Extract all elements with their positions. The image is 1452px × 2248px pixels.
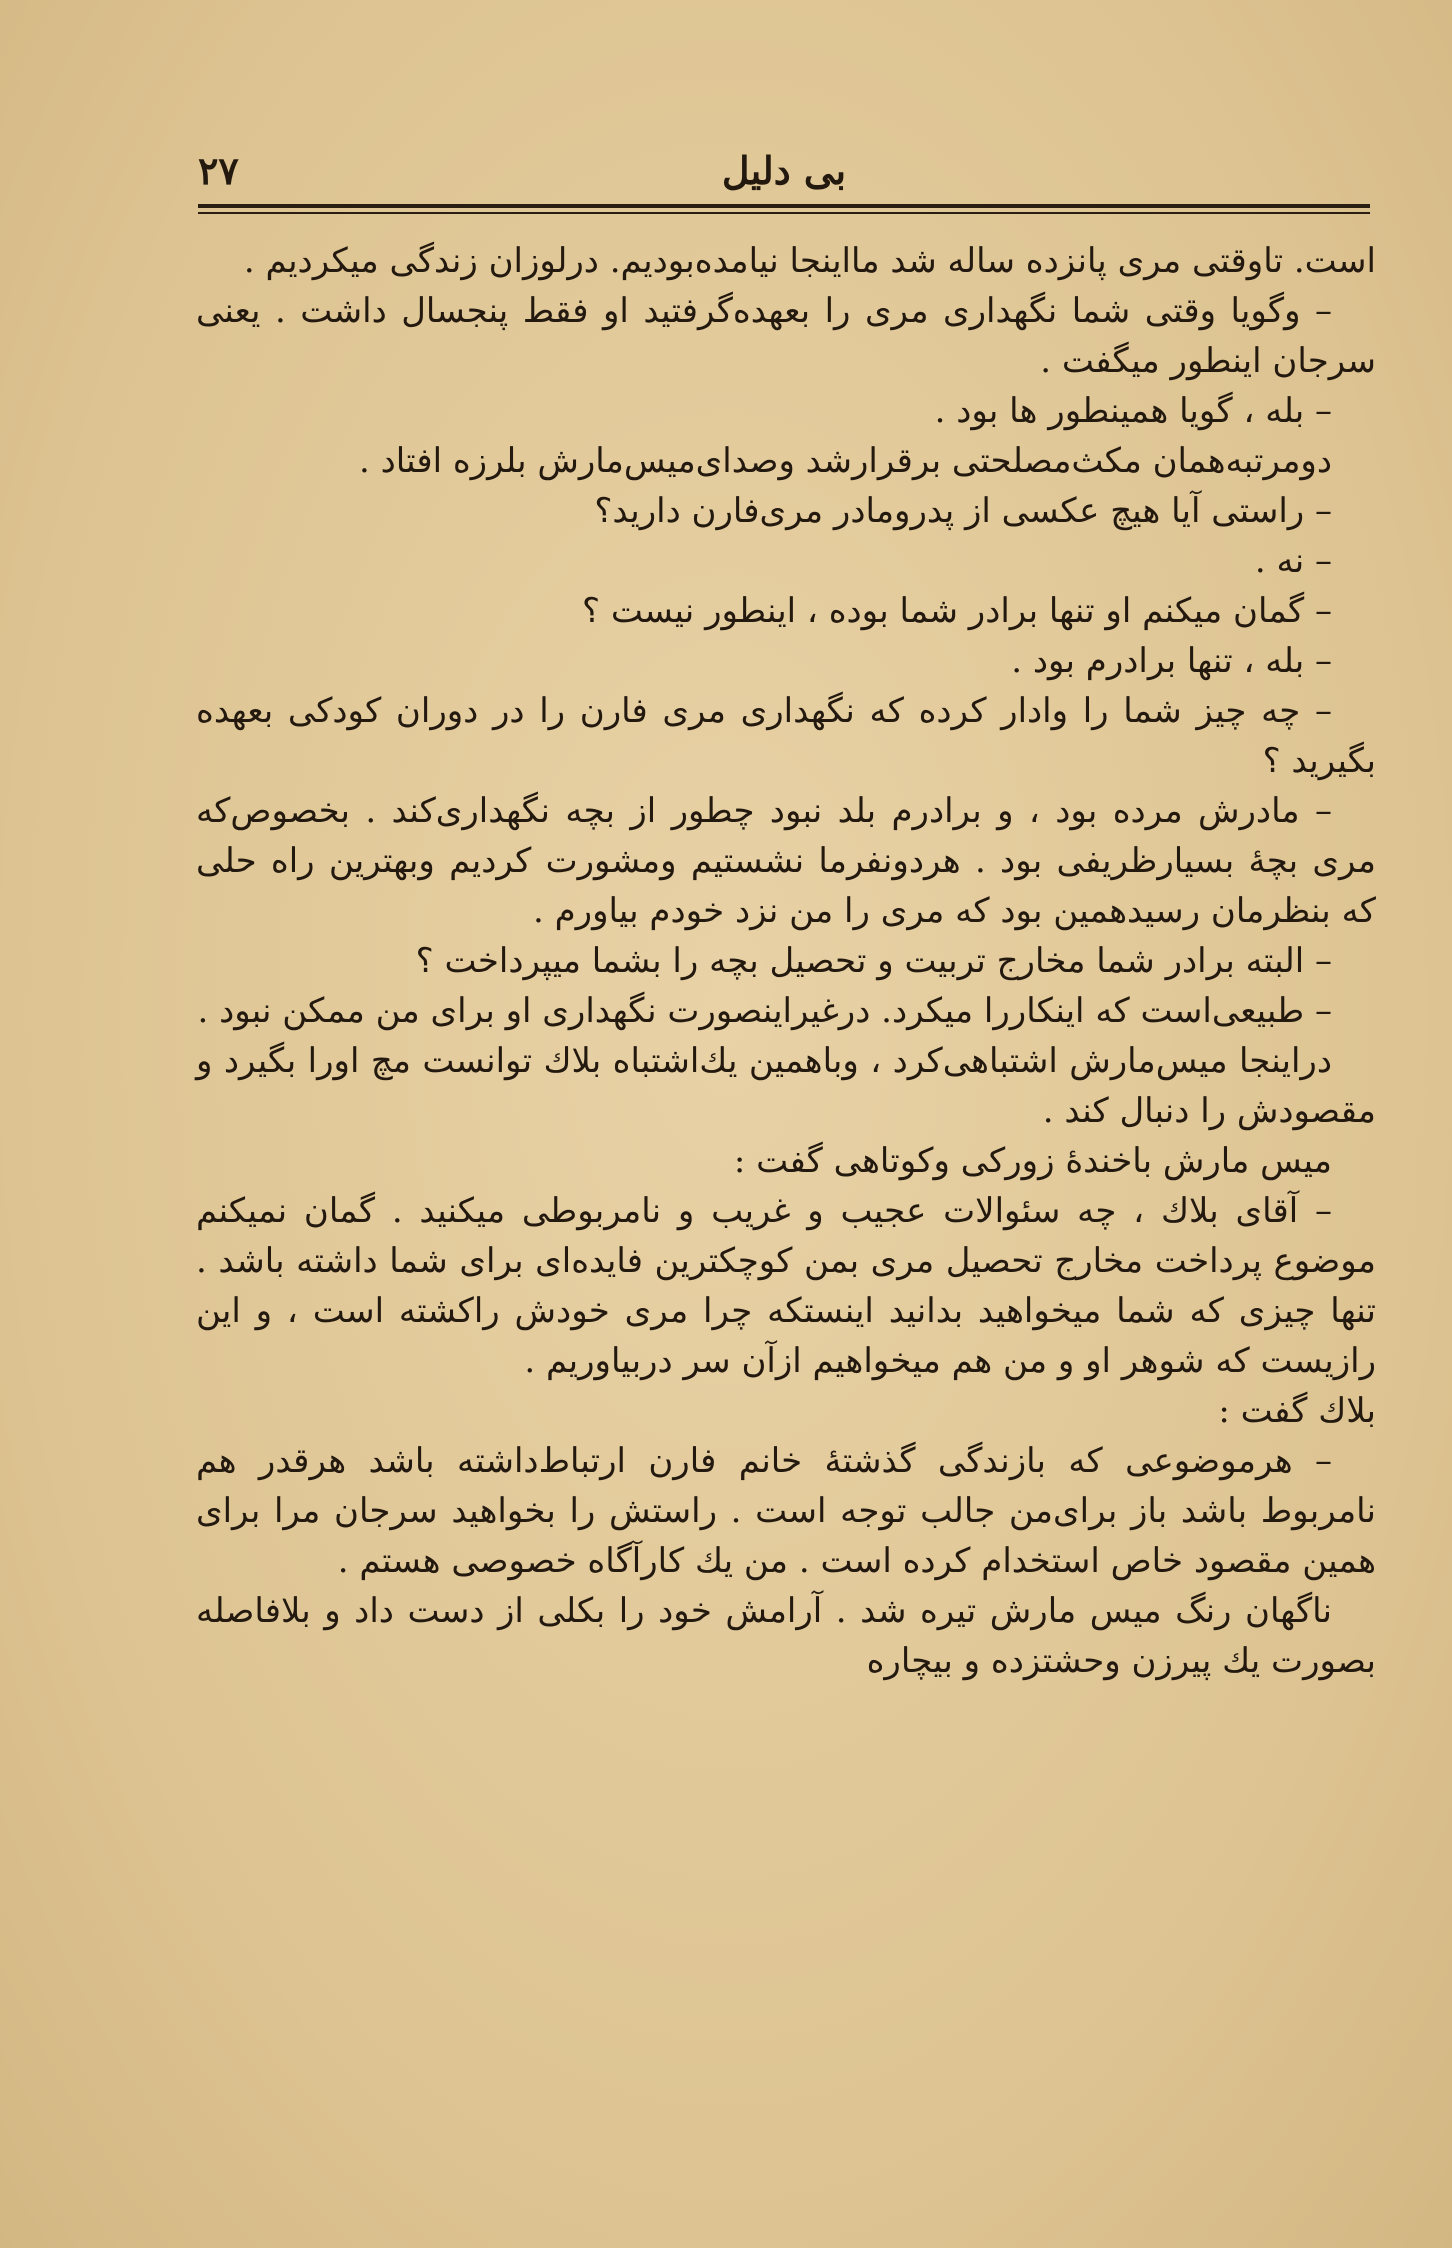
paragraph: – طبیعی‌است که اینکاررا میکرد. درغیراینصورت نگهداری او برای من ممکن نبود . [197,991,1332,1031]
body-text [196,236,1376,1686]
paragraph: – بله ، گویا همینطور ها بود . [934,391,1332,431]
paragraph: است. تاوقتی مری پانزده ساله شد مااینجا نیامده‌بودیم. درلوزان زندگی میکردیم . [243,241,1376,281]
paragraph: – آقای بلاك ، چه سئوالات عجیب و غریب و نامربوطی میکنید . گمان نمیکنم موضوع پرداخت مخارج تحصیل مری بمن کوچکترین فایده‌ای برای شما داشته باشد . تنها چیزی که شما میخواهید بدانید اینستکه چرا مری خودش راکشته است ، و این رازیست که شوهر او و من هم میخواهیم ازآن سر دربیاوریم . [196,1191,1376,1381]
paragraph: دراینجا میس‌مارش اشتباهی‌کرد ، وباهمین یك‌اشتباه بلاك توانست مچ اورا بگیرد و مقصودش را دنبال کند . [196,1041,1376,1131]
paragraph: – بله ، تنها برادرم بود . [1011,641,1332,681]
paragraph: – چه چیز شما را وادار کرده که نگهداری مری فارن را در دوران کودکی بعهده بگیرید ؟ [196,691,1376,781]
paragraph: – گمان میکنم او تنها برادر شما بوده ، اینطور نیست ؟ [581,591,1332,631]
paragraph: میس مارش باخندهٔ زورکی وکوتاهی گفت : [733,1141,1332,1181]
paragraph: – نه . [1254,541,1332,581]
paragraph: – هرموضوعی که بازندگی گذشتهٔ خانم فارن ارتباط‌داشته باشد هرقدر هم نامربوط باشد باز برای‌من جالب توجه است . راستش را بخواهید سرجان مرا برای همین مقصود خاص استخدام کرده است . من یك کارآگاه خصوصی هستم . [196,1441,1376,1581]
running-title: بی دلیل [721,148,847,193]
paragraph: – البته برادر شما مخارج تربیت و تحصیل بچه را بشما میپرداخت ؟ [415,941,1332,981]
header-rule-thin [198,212,1370,214]
paragraph: – وگویا وقتی شما نگهداری مری را بعهده‌گرفتید او فقط پنجسال داشت . یعنی سرجان اینطور میگفت . [196,291,1376,381]
paragraph: دومرتبه‌همان مکث‌مصلحتی برقرارشد وصدای‌میس‌مارش بلرزه افتاد . [358,441,1332,481]
page-number: ۲۷ [198,148,239,193]
paragraph: بلاك گفت : [1218,1391,1376,1431]
paragraph: – مادرش مرده بود ، و برادرم بلد نبود چطور از بچه نگهداری‌کند . بخصوص‌که مری بچهٔ بسیارظریفی بود . هردونفرما نشستیم ومشورت کردیم وبهترین راه حلی که بنظرمان رسیدهمین بود که مری را من نزد خودم بیاورم . [196,791,1376,931]
page-header [198,148,1370,200]
paragraph: – راستی آیا هیچ عکسی از پدرومادر مری‌فارن دارید؟ [594,491,1332,531]
header-rule-thick [198,204,1370,208]
paragraph: ناگهان رنگ میس مارش تیره شد . آرامش خود را بکلی از دست داد و بلافاصله بصورت یك پیرزن وحشتزده و بیچاره [196,1591,1376,1681]
